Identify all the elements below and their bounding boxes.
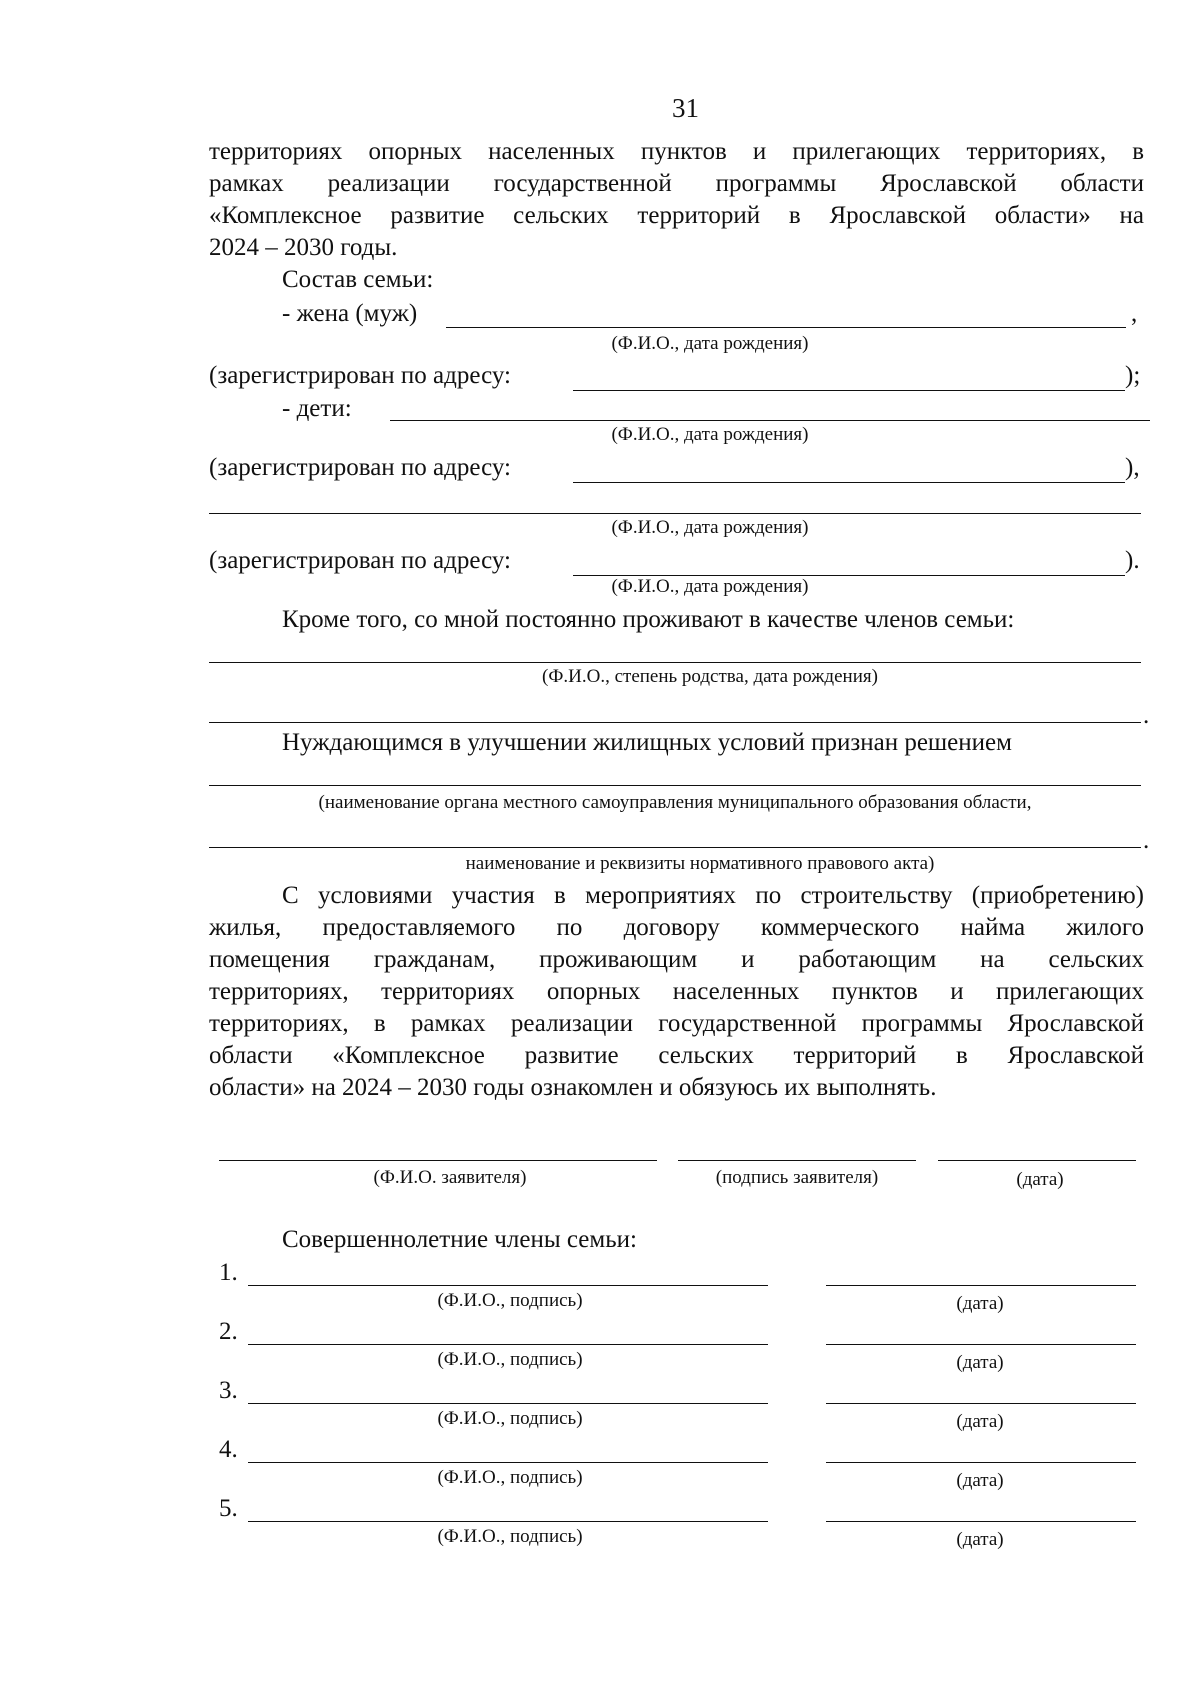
adult-member-number: 5.: [219, 1495, 238, 1522]
intro-line-4: 2024 – 2030 годы.: [209, 234, 398, 261]
child2-reg-end: ).: [1125, 547, 1140, 574]
applicant-signature-caption: (подпись заявителя): [715, 1167, 879, 1188]
adult-member-caption: (Ф.И.О., подпись): [437, 1290, 583, 1311]
intro-line-3: «Комплексное развитие сельских территорий в Ярославской области» на: [209, 202, 1144, 229]
applicant-date-caption: (дата): [1016, 1169, 1064, 1190]
adult-member-caption: (Ф.И.О., подпись): [437, 1467, 583, 1488]
intro-line-2: рамках реализации государственной программы Ярославской области: [209, 170, 1144, 197]
spouse-address-line[interactable]: [573, 390, 1125, 391]
also-living-text: Кроме того, со мной постоянно проживают в качестве членов семьи:: [282, 606, 1015, 633]
adult-member-fio-line[interactable]: [248, 1285, 768, 1286]
authority-fill-line-2[interactable]: [209, 847, 1141, 848]
authority-fill-line-1[interactable]: [209, 785, 1141, 786]
child2-caption: (Ф.И.О., дата рождения): [611, 517, 809, 538]
household-fill-line-1[interactable]: [209, 662, 1141, 663]
adult-member-number: 1.: [219, 1259, 238, 1286]
adult-member-date-caption: (дата): [956, 1529, 1004, 1550]
adult-member-caption: (Ф.И.О., подпись): [437, 1408, 583, 1429]
adult-member-date-caption: (дата): [956, 1293, 1004, 1314]
needing-text: Нуждающимся в улучшении жилищных условий признан решением: [282, 729, 1012, 756]
conditions-line-3: помещения гражданам, проживающим и работающим на сельских: [209, 946, 1144, 973]
adult-member-date-line[interactable]: [826, 1403, 1136, 1404]
adult-members-heading: Совершеннолетние члены семьи:: [282, 1226, 637, 1253]
applicant-fio-line[interactable]: [219, 1160, 657, 1161]
spouse-registered-label: (зарегистрирован по адресу:: [209, 362, 511, 389]
adult-member-date-line[interactable]: [826, 1462, 1136, 1463]
conditions-line-7: области» на 2024 – 2030 годы ознакомлен и обязуюсь их выполнять.: [209, 1074, 937, 1101]
conditions-line-4: территориях, территориях опорных населенных пунктов и прилегающих: [209, 978, 1144, 1005]
adult-member-date-line[interactable]: [826, 1344, 1136, 1345]
adult-member-fio-line[interactable]: [248, 1462, 768, 1463]
children-label: - дети:: [282, 395, 352, 422]
spouse-caption: (Ф.И.О., дата рождения): [611, 333, 809, 354]
authority-end: .: [1143, 827, 1150, 854]
intro-line-1: территориях опорных населенных пунктов и прилегающих территориях, в: [209, 138, 1144, 165]
kinship-caption: (Ф.И.О., степень родства, дата рождения): [542, 666, 878, 687]
adult-member-fio-line[interactable]: [248, 1403, 768, 1404]
adult-member-date-caption: (дата): [956, 1352, 1004, 1373]
applicant-fio-caption: (Ф.И.О. заявителя): [373, 1167, 527, 1188]
child2-fill-line[interactable]: [209, 513, 1141, 514]
household-end: .: [1143, 702, 1150, 729]
act-caption: наименование и реквизиты нормативного правового акта): [465, 853, 935, 874]
child2-registered-label: (зарегистрирован по адресу:: [209, 547, 511, 574]
conditions-line-2: жилья, предоставляемого по договору коммерческого найма жилого: [209, 914, 1144, 941]
conditions-line-5: территориях, в рамках реализации государственной программы Ярославской: [209, 1010, 1144, 1037]
adult-member-fio-line[interactable]: [248, 1521, 768, 1522]
family-heading: Состав семьи:: [282, 266, 434, 293]
spouse-fill-line[interactable]: [446, 327, 1126, 328]
adult-member-number: 4.: [219, 1436, 238, 1463]
child1-caption: (Ф.И.О., дата рождения): [611, 424, 809, 445]
adult-member-caption: (Ф.И.О., подпись): [437, 1349, 583, 1370]
adult-member-date-caption: (дата): [956, 1411, 1004, 1432]
child3-caption: (Ф.И.О., дата рождения): [611, 576, 809, 597]
spouse-label: - жена (муж): [282, 300, 418, 327]
child1-registered-label: (зарегистрирован по адресу:: [209, 454, 511, 481]
adult-member-number: 3.: [219, 1377, 238, 1404]
adult-member-date-line[interactable]: [826, 1285, 1136, 1286]
applicant-signature-line[interactable]: [678, 1160, 916, 1161]
conditions-line-6: области «Комплексное развитие сельских территорий в Ярославской: [209, 1042, 1144, 1069]
applicant-date-line[interactable]: [938, 1160, 1136, 1161]
adult-member-date-line[interactable]: [826, 1521, 1136, 1522]
adult-member-date-caption: (дата): [956, 1470, 1004, 1491]
adult-member-number: 2.: [219, 1318, 238, 1345]
authority-caption: (наименование органа местного самоуправления муниципального образования области,: [318, 792, 1032, 813]
spouse-reg-end: );: [1125, 362, 1141, 389]
adult-member-fio-line[interactable]: [248, 1344, 768, 1345]
conditions-line-1: С условиями участия в мероприятиях по строительству (приобретению): [282, 882, 1144, 909]
children-fill-line[interactable]: [390, 420, 1150, 421]
adult-member-caption: (Ф.И.О., подпись): [437, 1526, 583, 1547]
child1-reg-end: ),: [1125, 454, 1140, 481]
household-fill-line-2[interactable]: [209, 722, 1141, 723]
page-number: 31: [672, 93, 699, 123]
child1-address-line[interactable]: [573, 482, 1125, 483]
spouse-end: ,: [1131, 300, 1138, 327]
